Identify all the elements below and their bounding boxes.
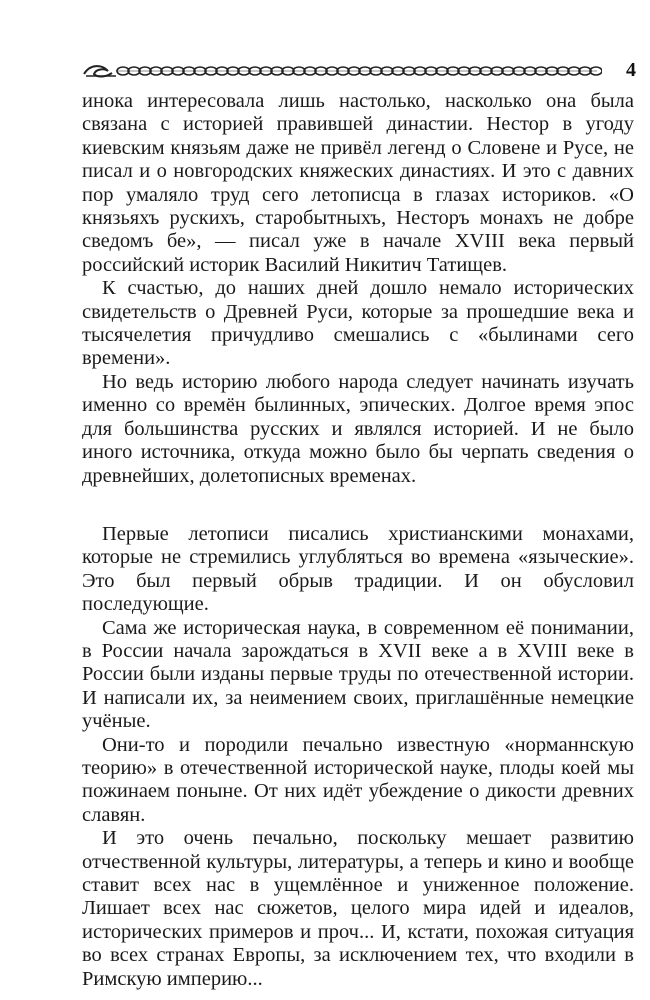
paragraph: Но ведь историю любого народа следует начинать изучать именно со времён былинных, эпических. Долгое время эпос для большинства русских и являлся историей. И не было иного источника, откуда можно было бы черпать сведения о древнейших, долетописных временах.	[82, 370, 634, 487]
paragraph: Первые летописи писались христианскими монахами, которые не стремились углубляться во времена «языческие». Это был первый обрыв традиции. И он обусловил последующие.	[82, 522, 634, 616]
paragraph: Они-то и породили печально известную «норманнскую теорию» в отечественной исторической науке, плоды коей мы пожинаем поныне. От них идёт убеждение о дикости древних славян.	[82, 733, 634, 826]
section-break	[82, 488, 634, 523]
paragraph: инока интересовала лишь настолько, насколько она была связана с историей правившей династии. Нестор в угоду киевским князьям даже не привёл легенд о Словене и Русе, не писал и о новгородских княжеских династиях. И это с давних пор умаляло труд сего летописца в глазах историков. «О князьяхъ рускихъ, старобытныхъ, Несторъ монахъ не добре сведомъ бе», — писал уже в начале XVIII века первый российский историк Василий Никитич Татищев.	[82, 90, 634, 276]
page-header	[82, 56, 642, 86]
paragraph: И это очень печально, поскольку мешает развитию отчественной культуры, литературы, а теперь и кино и вообще ставит всех нас в ущемлённое и униженное положение. Лишает всех нас сюжетов, целого мира идей и идеалов, исторических примеров и проч... И, кстати, похожая ситуация во всех странах Европы, за исключением тех, что входили в Римскую империю...	[82, 827, 634, 990]
paragraph: К счастью, до наших дней дошло немало исторических свидетельств о Древней Руси, которые за прошедшие века и тысячелетия причудливо смешались с «былинами сего времени».	[82, 277, 634, 370]
decorative-rule-icon	[82, 60, 602, 82]
paragraph: Сама же историческая наука, в современном её понимании, в России начала зарождаться в XVII веке а в XVIII веке в России были изданы первые труды по отечественной истории. И написали их, за неимением своих, приглашённые немецкие учёные.	[82, 616, 634, 733]
main-text	[82, 90, 634, 991]
page-number: 4	[626, 59, 636, 81]
